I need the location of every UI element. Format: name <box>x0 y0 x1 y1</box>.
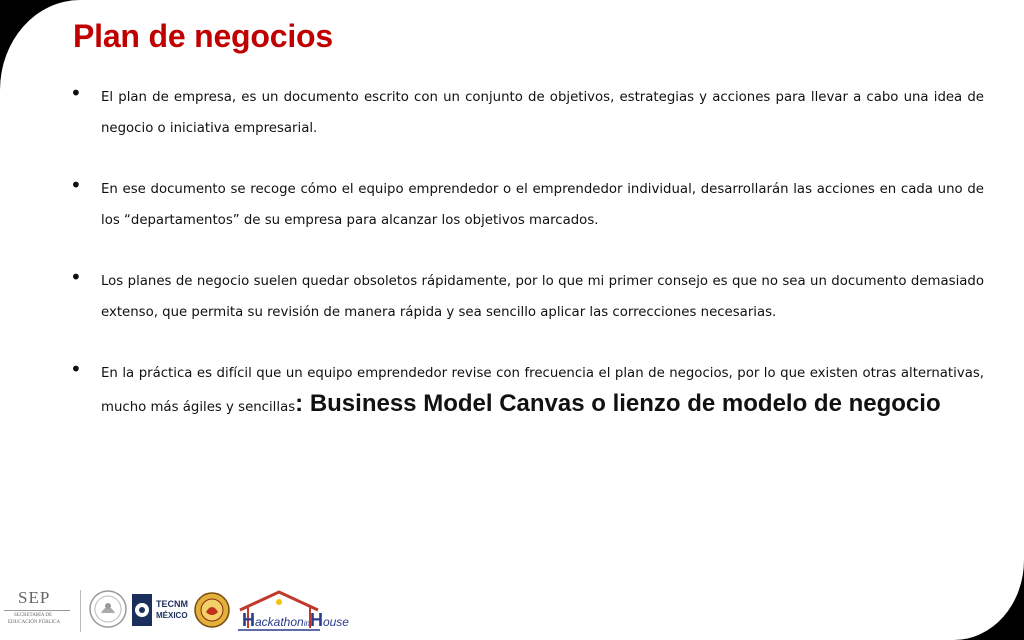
bullet-list <box>70 82 984 453</box>
bullet-emphasis: : Business Model Canvas o lienzo de modelo de negocio <box>295 390 941 417</box>
tecnm-logo-line1: TECNM <box>156 599 188 609</box>
hackathon-logo-text: HackathoninHouse <box>242 610 349 630</box>
institute-seal-icon <box>194 592 230 628</box>
coat-of-arms-icon <box>88 589 128 629</box>
sep-logo-subtitle: SECRETARÍA DE <box>14 613 53 618</box>
hackathon-logo <box>234 588 349 634</box>
bullet-text: El plan de empresa, es un documento escrito con un conjunto de objetivos, estrategias y acciones para llevar a cabo una idea de negocio o iniciativa empresarial. <box>101 90 984 136</box>
sep-logo <box>4 588 74 632</box>
footer-logos <box>0 580 360 640</box>
bullet-text: En la práctica es difícil que un equipo emprendedor revise con frecuencia el plan de negocios, por lo que existen otras alternativas, mucho más ágiles y sencillas <box>101 366 984 415</box>
bullet-item <box>70 82 984 144</box>
bullet-text: En ese documento se recoge cómo el equipo emprendedor o el emprendedor individual, desarrollarán las acciones en cada uno de los “departamentos” de su empresa para alcanzar los objetivos marcados. <box>101 182 984 228</box>
sep-divider <box>4 610 70 611</box>
tecnm-logo <box>130 590 190 630</box>
sep-logo-name: SEP <box>18 588 51 607</box>
bullet-item <box>70 174 984 236</box>
bullet-item <box>70 266 984 328</box>
bullet-text: Los planes de negocio suelen quedar obsoletos rápidamente, por lo que mi primer consejo es que no sea un documento demasiado extenso, que permita su revisión de manera rápida y sea sencillo aplicar las correcciones necesarias. <box>101 274 984 320</box>
footer-divider <box>80 590 81 632</box>
tecnm-gear-icon <box>130 592 154 628</box>
bullet-item <box>70 358 984 423</box>
sep-logo-subtitle: EDUCACIÓN PÚBLICA <box>8 620 61 625</box>
slide-title: Plan de negocios <box>73 18 333 54</box>
tecnm-logo-line2: MÉXICO <box>156 611 188 620</box>
